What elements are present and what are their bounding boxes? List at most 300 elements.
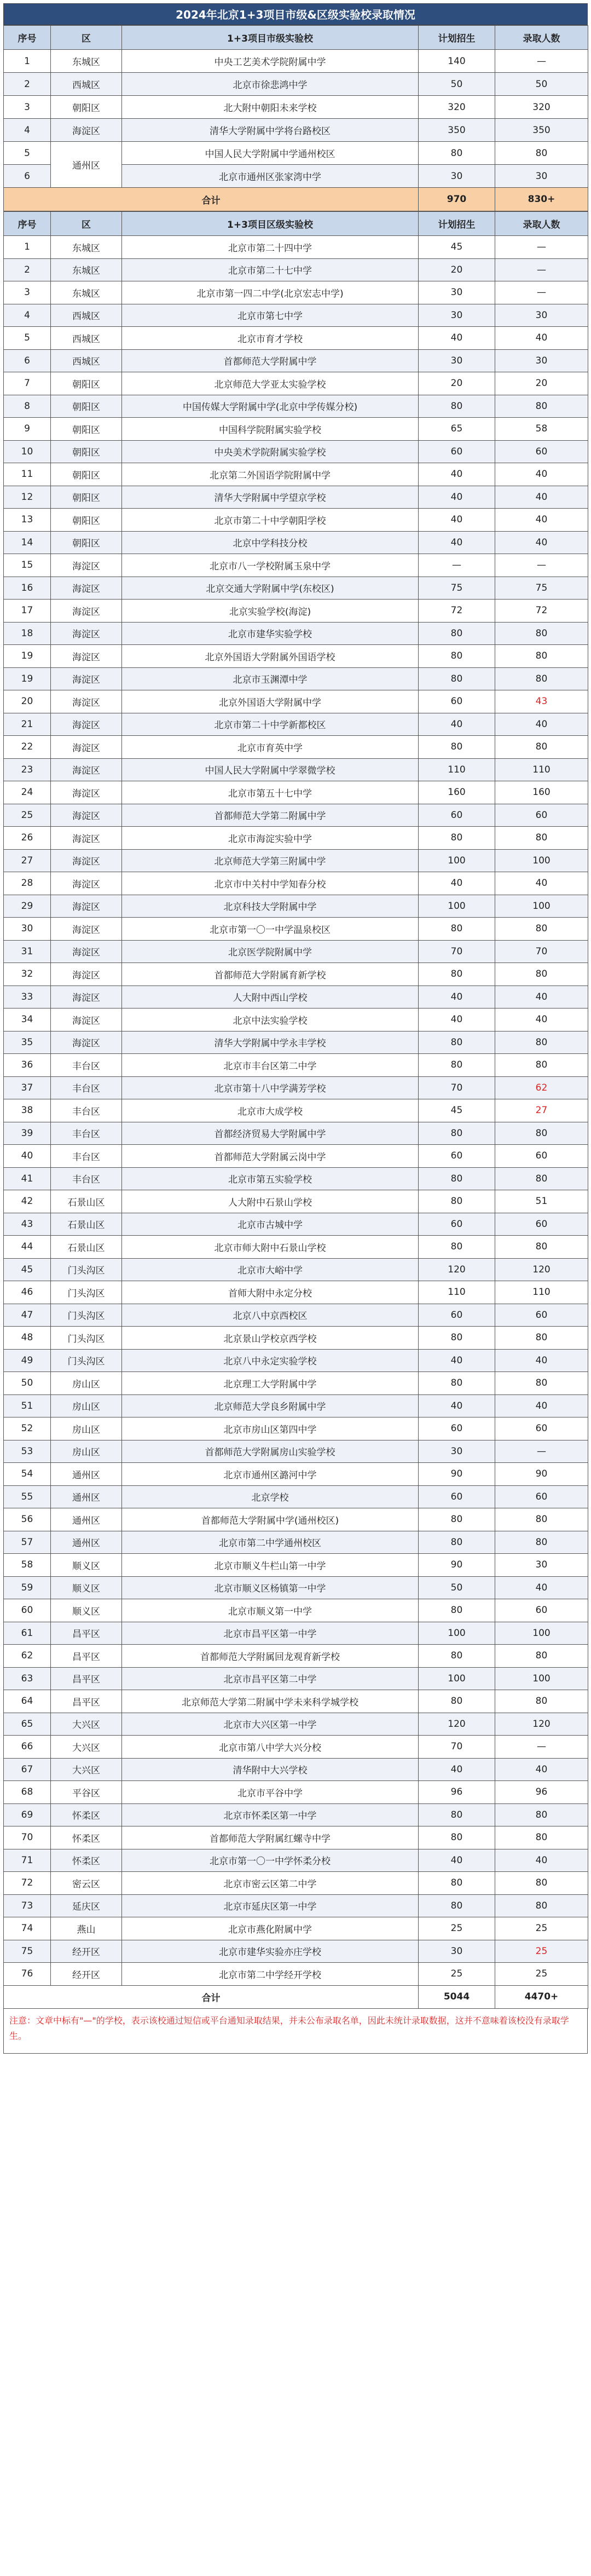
cell-index: 54 <box>4 1463 51 1486</box>
cell-admitted: 75 <box>495 577 588 600</box>
cell-district: 石景山区 <box>51 1190 122 1213</box>
cell-plan: 140 <box>419 50 495 73</box>
cell-admitted: 350 <box>495 119 588 142</box>
cell-index: 18 <box>4 622 51 645</box>
table-row <box>4 73 588 96</box>
table-row <box>4 1099 588 1122</box>
cell-index: 73 <box>4 1894 51 1917</box>
cell-district: 门头沟区 <box>51 1349 122 1372</box>
cell-district: 海淀区 <box>51 849 122 872</box>
cell-school: 北京交通大学附属中学(东校区) <box>122 577 419 600</box>
cell-index: 76 <box>4 1963 51 1986</box>
cell-index: 38 <box>4 1099 51 1122</box>
cell-plan: 90 <box>419 1463 495 1486</box>
cell-admitted: 80 <box>495 622 588 645</box>
cell-index: 60 <box>4 1599 51 1622</box>
cell-index: 69 <box>4 1803 51 1826</box>
table-header-row <box>4 212 588 236</box>
table-row <box>4 1008 588 1031</box>
cell-admitted: 25 <box>495 1963 588 1986</box>
cell-school: 中国人民大学附属中学通州校区 <box>122 142 419 165</box>
cell-school: 北京市八一学校附属玉泉中学 <box>122 554 419 577</box>
cell-plan: 40 <box>419 463 495 486</box>
cell-admitted: 40 <box>495 1008 588 1031</box>
table-row <box>4 1304 588 1327</box>
cell-district: 大兴区 <box>51 1713 122 1736</box>
table-row <box>4 1076 588 1099</box>
cell-plan: 110 <box>419 1281 495 1304</box>
cell-index: 16 <box>4 577 51 600</box>
cell-plan: 80 <box>419 1531 495 1554</box>
cell-admitted: 80 <box>495 395 588 418</box>
cell-index: 6 <box>4 165 51 188</box>
cell-plan: 110 <box>419 758 495 781</box>
cell-district: 海淀区 <box>51 119 122 142</box>
cell-school: 清华附中大兴学校 <box>122 1758 419 1781</box>
cell-school: 北京八中京西校区 <box>122 1304 419 1327</box>
cell-plan: 60 <box>419 804 495 827</box>
cell-district: 朝阳区 <box>51 531 122 554</box>
cell-plan: — <box>419 554 495 577</box>
table-row <box>4 963 588 986</box>
cell-plan: 40 <box>419 1008 495 1031</box>
cell-admitted: 40 <box>495 1349 588 1372</box>
cell-plan: 30 <box>419 349 495 372</box>
cell-school: 北京景山学校京西学校 <box>122 1327 419 1350</box>
cell-index: 55 <box>4 1485 51 1508</box>
cell-district: 丰台区 <box>51 1054 122 1077</box>
cell-plan: 80 <box>419 1872 495 1895</box>
cell-plan: 70 <box>419 1076 495 1099</box>
table-row <box>4 1849 588 1872</box>
cell-plan: 100 <box>419 895 495 918</box>
cell-admitted: — <box>495 554 588 577</box>
cell-school: 北京中学科技分校 <box>122 531 419 554</box>
cell-district: 海淀区 <box>51 622 122 645</box>
cell-school: 清华大学附属中学望京学校 <box>122 486 419 509</box>
cell-index: 27 <box>4 849 51 872</box>
cell-admitted: 40 <box>495 327 588 350</box>
cell-admitted: 80 <box>495 1803 588 1826</box>
col-header-school: 1+3项目市级实验校 <box>122 26 419 50</box>
cell-plan: 100 <box>419 1667 495 1690</box>
cell-index: 14 <box>4 531 51 554</box>
cell-admitted: 120 <box>495 1258 588 1281</box>
cell-school: 北京市通州区潞河中学 <box>122 1463 419 1486</box>
cell-admitted: 40 <box>495 531 588 554</box>
cell-district: 怀柔区 <box>51 1803 122 1826</box>
cell-district: 丰台区 <box>51 1076 122 1099</box>
cell-plan: 60 <box>419 1485 495 1508</box>
cell-district: 海淀区 <box>51 963 122 986</box>
cell-index: 58 <box>4 1554 51 1577</box>
cell-index: 1 <box>4 236 51 259</box>
table-row <box>4 1145 588 1168</box>
cell-index: 33 <box>4 986 51 1008</box>
total-row <box>4 188 588 211</box>
cell-plan: 80 <box>419 1372 495 1395</box>
cell-school: 北京理工大学附属中学 <box>122 1372 419 1395</box>
cell-admitted: 80 <box>495 1508 588 1531</box>
cell-admitted: 51 <box>495 1190 588 1213</box>
cell-school: 北京市建华实验亦庄学校 <box>122 1940 419 1963</box>
cell-school: 北京师范大学第二附属中学未来科学城学校 <box>122 1690 419 1713</box>
cell-school: 人大附中石景山学校 <box>122 1190 419 1213</box>
cell-district: 平谷区 <box>51 1781 122 1804</box>
cell-index: 32 <box>4 963 51 986</box>
cell-school: 北京外国语大学附属中学 <box>122 690 419 713</box>
table-row <box>4 1826 588 1849</box>
cell-plan: 50 <box>419 73 495 96</box>
cell-admitted: 20 <box>495 372 588 395</box>
cell-school: 北京市玉渊潭中学 <box>122 667 419 690</box>
cell-district: 海淀区 <box>51 713 122 736</box>
cell-admitted: 62 <box>495 1076 588 1099</box>
cell-index: 35 <box>4 1031 51 1054</box>
cell-school: 北京市通州区张家湾中学 <box>122 165 419 188</box>
cell-plan: 80 <box>419 622 495 645</box>
cell-school: 北京市延庆区第一中学 <box>122 1894 419 1917</box>
cell-school: 首都师范大学附属回龙观育新学校 <box>122 1645 419 1668</box>
cell-school: 北京实验学校(海淀) <box>122 600 419 623</box>
cell-district: 门头沟区 <box>51 1304 122 1327</box>
cell-district: 通州区 <box>51 1485 122 1508</box>
table-row <box>4 1803 588 1826</box>
footnote: 注意：文章中标有"—"的学校，表示该校通过短信或平台通知录取结果，并未公布录取名单，因此未统计录取数据，这并不意味着该校没有录取学生。 <box>3 2009 588 2054</box>
cell-plan: 60 <box>419 1213 495 1236</box>
cell-district: 昌平区 <box>51 1645 122 1668</box>
table-row <box>4 372 588 395</box>
total-label: 合计 <box>4 1985 419 2008</box>
cell-school: 北京市第一〇一中学怀柔分校 <box>122 1849 419 1872</box>
cell-district: 经开区 <box>51 1940 122 1963</box>
cell-plan: 40 <box>419 872 495 895</box>
cell-school: 北京师范大学良乡附属中学 <box>122 1394 419 1417</box>
cell-school: 北京市昌平区第一中学 <box>122 1622 419 1645</box>
cell-plan: 60 <box>419 1304 495 1327</box>
table-row <box>4 713 588 736</box>
cell-index: 64 <box>4 1690 51 1713</box>
cell-index: 6 <box>4 349 51 372</box>
cell-index: 44 <box>4 1236 51 1259</box>
table-row <box>4 1054 588 1077</box>
cell-admitted: 72 <box>495 600 588 623</box>
cell-school: 北京市第二十四中学 <box>122 236 419 259</box>
table-row <box>4 281 588 304</box>
cell-district: 丰台区 <box>51 1122 122 1145</box>
col-header-school: 1+3项目区级实验校 <box>122 212 419 236</box>
cell-district: 怀柔区 <box>51 1849 122 1872</box>
cell-index: 45 <box>4 1258 51 1281</box>
page-title: 2024年北京1+3项目市级&区级实验校录取情况 <box>3 3 588 25</box>
cell-district: 海淀区 <box>51 600 122 623</box>
cell-school: 北京师范大学第三附属中学 <box>122 849 419 872</box>
cell-district: 房山区 <box>51 1440 122 1463</box>
cell-index: 12 <box>4 486 51 509</box>
cell-district: 西城区 <box>51 304 122 327</box>
cell-school: 北京学校 <box>122 1485 419 1508</box>
district-level-table <box>3 211 588 2009</box>
cell-plan: 80 <box>419 1190 495 1213</box>
cell-plan: 25 <box>419 1917 495 1940</box>
table-header-row <box>4 26 588 50</box>
cell-index: 31 <box>4 940 51 963</box>
cell-school: 北京市第一〇一中学温泉校区 <box>122 918 419 941</box>
cell-admitted: 60 <box>495 1213 588 1236</box>
cell-district: 房山区 <box>51 1417 122 1440</box>
cell-district: 海淀区 <box>51 827 122 850</box>
table-row <box>4 1167 588 1190</box>
col-header-district: 区 <box>51 26 122 50</box>
cell-admitted: 40 <box>495 509 588 532</box>
cell-index: 2 <box>4 73 51 96</box>
cell-district: 顺义区 <box>51 1554 122 1577</box>
col-header-plan: 计划招生 <box>419 212 495 236</box>
cell-index: 49 <box>4 1349 51 1372</box>
table-row <box>4 1736 588 1759</box>
cell-plan: 80 <box>419 645 495 668</box>
cell-index: 62 <box>4 1645 51 1668</box>
cell-district: 通州区 <box>51 1463 122 1486</box>
cell-school: 清华大学附属中学永丰学校 <box>122 1031 419 1054</box>
cell-district: 石景山区 <box>51 1236 122 1259</box>
table-row <box>4 1531 588 1554</box>
cell-plan: 30 <box>419 165 495 188</box>
cell-index: 22 <box>4 736 51 759</box>
cell-admitted: 40 <box>495 1576 588 1599</box>
table-row <box>4 1599 588 1622</box>
cell-admitted: 40 <box>495 486 588 509</box>
cell-index: 1 <box>4 50 51 73</box>
cell-plan: 80 <box>419 1236 495 1259</box>
cell-plan: 80 <box>419 1599 495 1622</box>
cell-district: 东城区 <box>51 50 122 73</box>
cell-plan: 60 <box>419 1145 495 1168</box>
table-row <box>4 1122 588 1145</box>
cell-admitted: 80 <box>495 1826 588 1849</box>
cell-admitted: 80 <box>495 667 588 690</box>
table-row <box>4 1417 588 1440</box>
cell-index: 30 <box>4 918 51 941</box>
cell-admitted: 80 <box>495 1872 588 1895</box>
table-row <box>4 119 588 142</box>
cell-school: 北京第二外国语学院附属中学 <box>122 463 419 486</box>
cell-district: 大兴区 <box>51 1736 122 1759</box>
table-row <box>4 531 588 554</box>
cell-school: 北京市师大附中石景山学校 <box>122 1236 419 1259</box>
cell-school: 北京市顺义第一中学 <box>122 1599 419 1622</box>
cell-plan: 40 <box>419 509 495 532</box>
table-row <box>4 486 588 509</box>
cell-index: 57 <box>4 1531 51 1554</box>
cell-school: 中央工艺美术学院附属中学 <box>122 50 419 73</box>
cell-index: 39 <box>4 1122 51 1145</box>
cell-school: 北京市第八中学大兴分校 <box>122 1736 419 1759</box>
cell-admitted: — <box>495 50 588 73</box>
table-row <box>4 440 588 463</box>
cell-district: 延庆区 <box>51 1894 122 1917</box>
cell-district: 朝阳区 <box>51 486 122 509</box>
table-row <box>4 509 588 532</box>
cell-index: 53 <box>4 1440 51 1463</box>
cell-school: 首都师范大学附属育新学校 <box>122 963 419 986</box>
cell-plan: 40 <box>419 1849 495 1872</box>
cell-admitted: 27 <box>495 1099 588 1122</box>
cell-district: 房山区 <box>51 1372 122 1395</box>
table-row <box>4 418 588 441</box>
cell-school: 北京市古城中学 <box>122 1213 419 1236</box>
cell-district: 海淀区 <box>51 736 122 759</box>
table-row <box>4 1213 588 1236</box>
cell-school: 北京市第二十中学朝阳学校 <box>122 509 419 532</box>
cell-district: 密云区 <box>51 1872 122 1895</box>
cell-admitted: 25 <box>495 1940 588 1963</box>
cell-admitted: — <box>495 1736 588 1759</box>
table-row <box>4 1349 588 1372</box>
cell-plan: 25 <box>419 1963 495 1986</box>
cell-index: 66 <box>4 1736 51 1759</box>
cell-admitted: 40 <box>495 986 588 1008</box>
cell-school: 北京市育才学校 <box>122 327 419 350</box>
cell-index: 11 <box>4 463 51 486</box>
cell-school: 北京市顺义牛栏山第一中学 <box>122 1554 419 1577</box>
cell-school: 北京八中永定实验学校 <box>122 1349 419 1372</box>
table-row <box>4 940 588 963</box>
cell-index: 9 <box>4 418 51 441</box>
cell-admitted: 96 <box>495 1781 588 1804</box>
cell-school: 北京科技大学附属中学 <box>122 895 419 918</box>
cell-plan: 80 <box>419 1826 495 1849</box>
cell-school: 首都经济贸易大学附属中学 <box>122 1122 419 1145</box>
cell-plan: 80 <box>419 1327 495 1350</box>
cell-plan: 80 <box>419 1054 495 1077</box>
cell-plan: 45 <box>419 236 495 259</box>
table-row <box>4 622 588 645</box>
table-row <box>4 1485 588 1508</box>
cell-plan: 60 <box>419 440 495 463</box>
cell-admitted: 80 <box>495 963 588 986</box>
cell-school: 北京市平谷中学 <box>122 1781 419 1804</box>
table-row <box>4 142 588 165</box>
cell-district: 顺义区 <box>51 1576 122 1599</box>
cell-index: 34 <box>4 1008 51 1031</box>
cell-school: 首都师范大学附属云岗中学 <box>122 1145 419 1168</box>
cell-admitted: 40 <box>495 1758 588 1781</box>
cell-district: 顺义区 <box>51 1599 122 1622</box>
total-row <box>4 1985 588 2008</box>
cell-index: 56 <box>4 1508 51 1531</box>
table-row <box>4 986 588 1008</box>
cell-school: 首都师范大学附属房山实验学校 <box>122 1440 419 1463</box>
cell-plan: 72 <box>419 600 495 623</box>
cell-school: 北京市第十八中学满芳学校 <box>122 1076 419 1099</box>
cell-plan: 60 <box>419 1417 495 1440</box>
cell-district: 朝阳区 <box>51 372 122 395</box>
cell-school: 北京市第七中学 <box>122 304 419 327</box>
table-row <box>4 849 588 872</box>
cell-index: 5 <box>4 142 51 165</box>
cell-school: 北京市大峪中学 <box>122 1258 419 1281</box>
cell-admitted: 40 <box>495 713 588 736</box>
cell-plan: 120 <box>419 1713 495 1736</box>
cell-school: 北京市第二十中学新都校区 <box>122 713 419 736</box>
cell-plan: 20 <box>419 258 495 281</box>
col-header-index: 序号 <box>4 212 51 236</box>
cell-index: 63 <box>4 1667 51 1690</box>
cell-admitted: 70 <box>495 940 588 963</box>
cell-district: 朝阳区 <box>51 509 122 532</box>
cell-district: 经开区 <box>51 1963 122 1986</box>
cell-district: 朝阳区 <box>51 96 122 119</box>
cell-school: 首都师范大学附属红螺寺中学 <box>122 1826 419 1849</box>
cell-plan: 350 <box>419 119 495 142</box>
cell-admitted: 30 <box>495 349 588 372</box>
cell-index: 70 <box>4 1826 51 1849</box>
cell-plan: 50 <box>419 1576 495 1599</box>
total-plan: 5044 <box>419 1985 495 2008</box>
cell-index: 71 <box>4 1849 51 1872</box>
table-row <box>4 758 588 781</box>
cell-district: 西城区 <box>51 349 122 372</box>
table-row <box>4 918 588 941</box>
cell-plan: 75 <box>419 577 495 600</box>
cell-index: 48 <box>4 1327 51 1350</box>
table-row <box>4 1190 588 1213</box>
cell-district: 海淀区 <box>51 667 122 690</box>
cell-district: 朝阳区 <box>51 418 122 441</box>
cell-school: 北京市第一四二中学(北京宏志中学) <box>122 281 419 304</box>
cell-plan: 100 <box>419 1622 495 1645</box>
cell-school: 北京市徐悲鸿中学 <box>122 73 419 96</box>
table-row <box>4 1622 588 1645</box>
cell-district: 东城区 <box>51 236 122 259</box>
table-row <box>4 895 588 918</box>
cell-admitted: 160 <box>495 781 588 804</box>
cell-index: 23 <box>4 758 51 781</box>
table-row <box>4 872 588 895</box>
table-row <box>4 1713 588 1736</box>
col-header-index: 序号 <box>4 26 51 50</box>
cell-admitted: 80 <box>495 1531 588 1554</box>
cell-plan: 80 <box>419 1690 495 1713</box>
cell-plan: 80 <box>419 1031 495 1054</box>
cell-school: 首都师范大学附属中学(通州校区) <box>122 1508 419 1531</box>
cell-admitted: 80 <box>495 1031 588 1054</box>
table-row <box>4 1440 588 1463</box>
cell-index: 29 <box>4 895 51 918</box>
cell-district: 通州区 <box>51 142 122 188</box>
cell-plan: 70 <box>419 1736 495 1759</box>
cell-admitted: 80 <box>495 1167 588 1190</box>
cell-school: 北京市第二中学经开学校 <box>122 1963 419 1986</box>
cell-admitted: 30 <box>495 1554 588 1577</box>
cell-district: 怀柔区 <box>51 1826 122 1849</box>
cell-admitted: 80 <box>495 645 588 668</box>
cell-index: 42 <box>4 1190 51 1213</box>
cell-district: 昌平区 <box>51 1622 122 1645</box>
cell-admitted: 40 <box>495 1849 588 1872</box>
cell-plan: 80 <box>419 963 495 986</box>
cell-plan: 30 <box>419 304 495 327</box>
table-row <box>4 1031 588 1054</box>
table-row <box>4 667 588 690</box>
cell-plan: 40 <box>419 486 495 509</box>
table-row <box>4 1894 588 1917</box>
cell-plan: 40 <box>419 1349 495 1372</box>
table-row <box>4 645 588 668</box>
cell-plan: 80 <box>419 395 495 418</box>
cell-admitted: 120 <box>495 1713 588 1736</box>
